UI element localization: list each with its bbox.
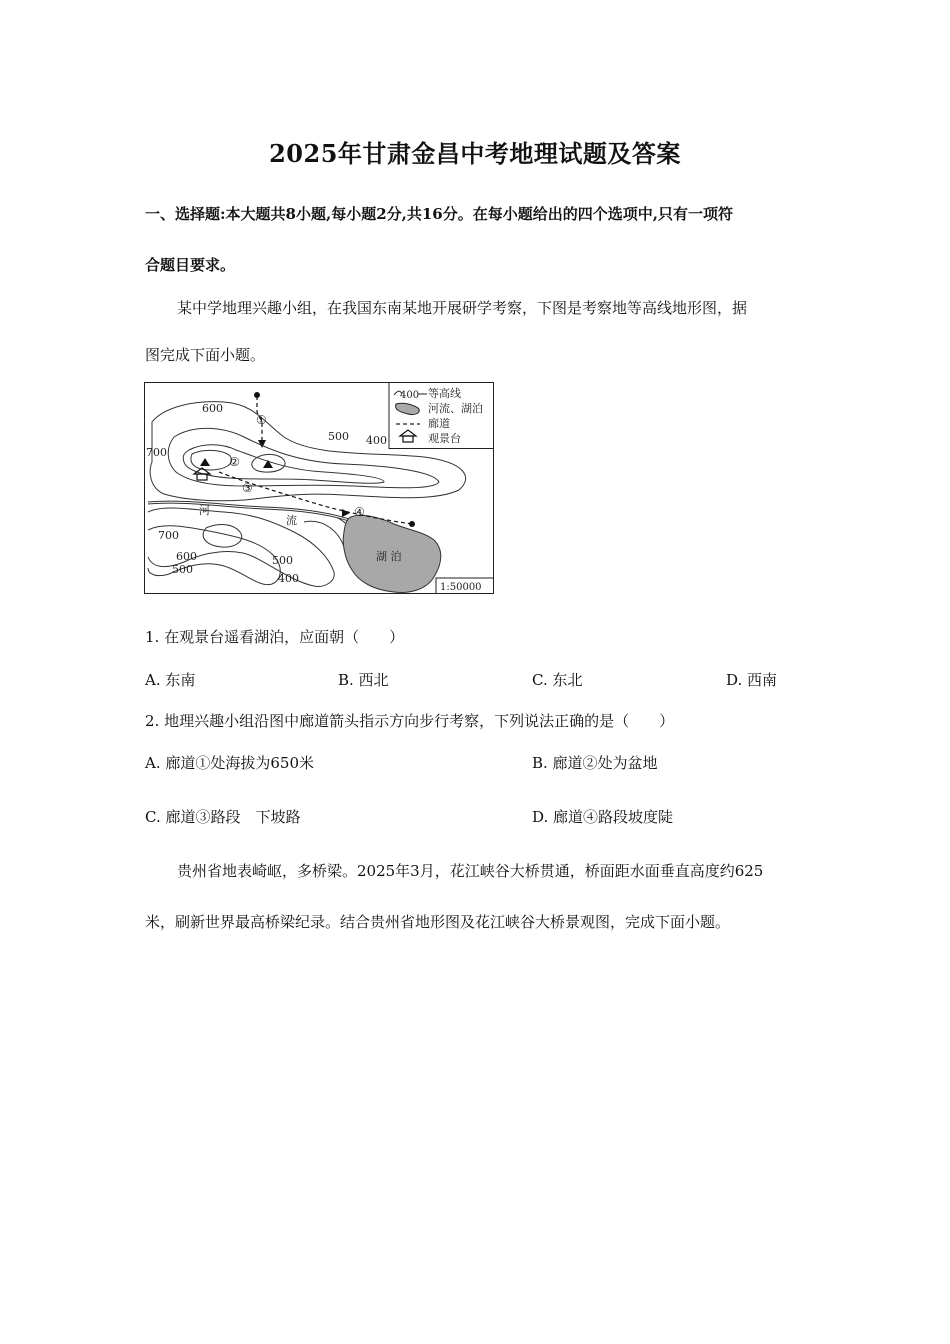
q1-option-a: A. 东南 [145, 671, 196, 689]
corridor-end-point [409, 521, 415, 527]
contour-label: 400 [366, 434, 387, 447]
legend-corridor-label: 廊道 [428, 417, 450, 430]
q2-option-c: C. 廊道③路段 下坡路 [145, 808, 301, 826]
contour-label: 500 [272, 554, 293, 567]
page-title: 2025年甘肃金昌中考地理试题及答案 [269, 139, 681, 168]
q1-option-c: C. 东北 [532, 671, 583, 689]
lake-label: 湖 泊 [376, 550, 402, 563]
contour-label: 700 [158, 529, 179, 542]
passage2-line2: 米，刷新世界最高桥梁纪录。结合贵州省地形图及花江峡谷大桥景观图，完成下面小题。 [145, 913, 731, 931]
section-heading-line1: 一、选择题:本大题共8小题,每小题2分,共16分。在每小题给出的四个选项中,只有一项符 [145, 205, 733, 223]
contour-label: 600 [202, 402, 223, 415]
corridor-marker-2: ② [229, 455, 240, 469]
section-heading-line2: 合题目要求。 [145, 256, 236, 274]
q2-option-b: B. 廊道②处为盆地 [532, 754, 658, 772]
corridor-marker-3: ③ [242, 481, 253, 495]
legend-contour-value: 400 [400, 390, 420, 401]
contour-label: 500 [172, 563, 193, 576]
legend-viewpoint-label: 观景台 [428, 432, 461, 445]
river-label: 流 [286, 514, 297, 527]
passage1-line2: 图完成下面小题。 [145, 346, 266, 364]
q2-stem: 2. 地理兴趣小组沿图中廊道箭头指示方向步行考察，下列说法正确的是（ ） [145, 712, 675, 730]
scale-box [436, 578, 494, 594]
river-label: 河 [199, 504, 210, 517]
scale-label: 1:50000 [440, 582, 482, 593]
q2-option-d: D. 廊道④路段坡度陡 [532, 808, 674, 826]
contour-label: 400 [278, 572, 299, 585]
contour-label: 700 [146, 446, 167, 459]
legend-contour-label: 等高线 [428, 387, 461, 400]
passage2-line1: 贵州省地表崎岖，多桥梁。2025年3月，花江峡谷大桥贯通，桥面距水面垂直高度约625 [177, 862, 764, 880]
corridor-marker-4: ④ [354, 505, 365, 519]
q1-option-d: D. 西南 [726, 671, 778, 689]
corridor-marker-1: ① [256, 413, 267, 427]
passage1-line1: 某中学地理兴趣小组，在我国东南某地开展研学考察，下图是考察地等高线地形图，据 [177, 299, 748, 317]
contour-label: 500 [328, 430, 349, 443]
contour-label: 600 [176, 550, 197, 563]
q2-option-a: A. 廊道①处海拔为650米 [145, 754, 314, 772]
q1-option-b: B. 西北 [338, 671, 389, 689]
corridor-start-point [254, 392, 260, 398]
q1-stem: 1. 在观景台遥看湖泊，应面朝（ ） [145, 628, 405, 646]
map-legend [389, 383, 494, 449]
contour-map [144, 382, 494, 594]
legend-river-lake-label: 河流、湖泊 [428, 402, 483, 415]
